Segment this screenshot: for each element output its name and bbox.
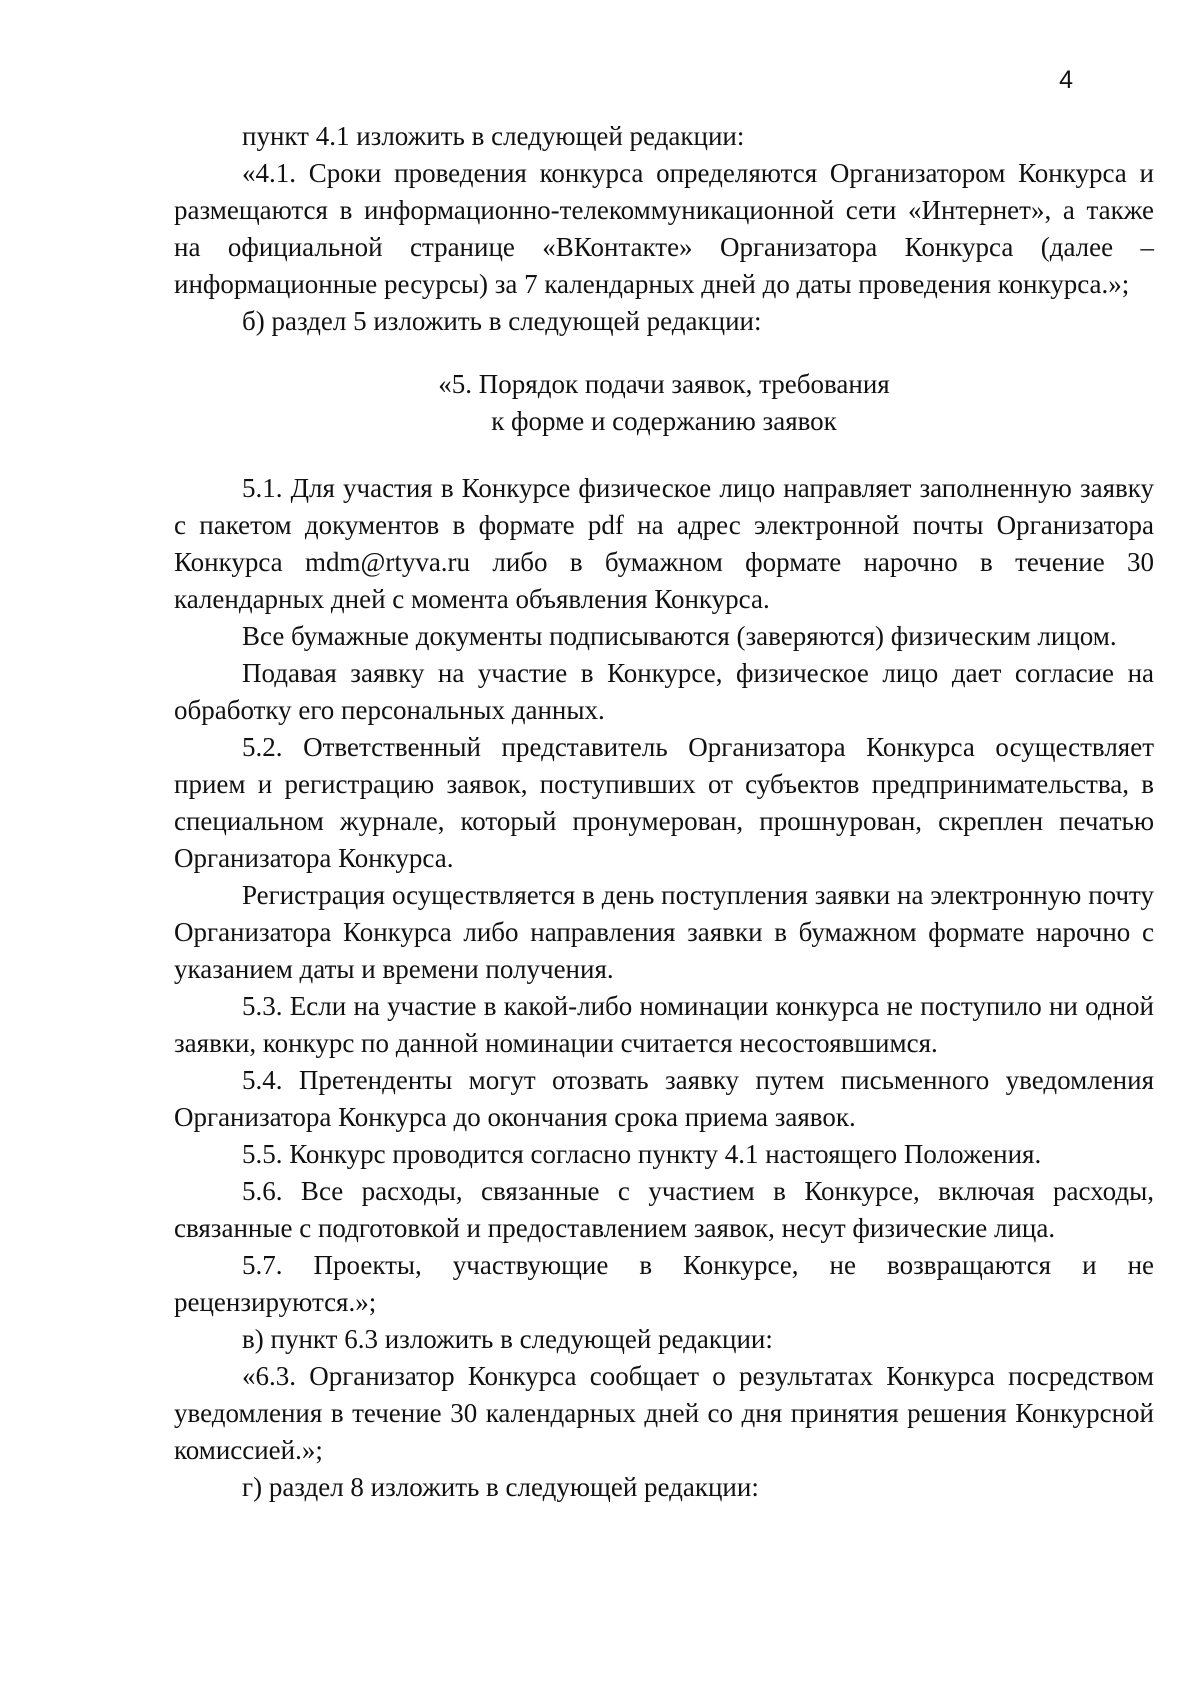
paragraph-5-4: 5.4. Претенденты могут отозвать заявку путем письменного уведомления Организатора Конкурса до окончания срока приема заявок. — [174, 1065, 1154, 1132]
paragraph-5-5: 5.5. Конкурс проводится согласно пункту 4.1 настоящего Положения. — [242, 1139, 1042, 1169]
paragraph-5-1-signature: Все бумажные документы подписываются (заверяются) физическим лицом. — [242, 621, 1117, 651]
paragraph-section-5-intro: б) раздел 5 изложить в следующей редакции: — [242, 306, 762, 336]
paragraph-5-7: 5.7. Проекты, участвующие в Конкурсе, не возвращаются и не рецензируются.»; — [174, 1250, 1154, 1317]
section-heading-line-1: «5. Порядок подачи заявок, требования — [438, 369, 890, 399]
paragraph-section-8-intro: г) раздел 8 изложить в следующей редакции: — [242, 1472, 759, 1502]
document-body — [174, 118, 1154, 1506]
page-number: 4 — [1059, 66, 1073, 94]
paragraph-5-1-consent: Подавая заявку на участие в Конкурсе, физическое лицо дает согласие на обработку его персональных данных. — [174, 658, 1154, 725]
paragraph-5-2: 5.2. Ответственный представитель Организатора Конкурса осуществляет прием и регистрацию заявок, поступивших от субъектов предпринимательства, в специальном журнале, который пронумерован, прошнурован, скреплен печатью Организатора Конкурса. — [174, 732, 1154, 873]
paragraph-6-3-text: «6.3. Организатор Конкурса сообщает о результатах Конкурса посредством уведомления в течение 30 календарных дней со дня принятия решения Конкурсной комиссией.»; — [174, 1361, 1154, 1465]
paragraph-5-6: 5.6. Все расходы, связанные с участием в Конкурсе, включая расходы, связанные с подготовкой и предоставлением заявок, несут физические лица. — [174, 1176, 1154, 1243]
paragraph-5-2-registration: Регистрация осуществляется в день поступления заявки на электронную почту Организатора Конкурса либо направления заявки в бумажном формате нарочно с указанием даты и времени получения. — [174, 880, 1154, 984]
paragraph-6-3-intro: в) пункт 6.3 изложить в следующей редакции: — [242, 1324, 773, 1354]
paragraph-5-1: 5.1. Для участия в Конкурсе физическое лицо направляет заполненную заявку с пакетом документов в формате pdf на адрес электронной почты Организатора Конкурса mdm@rtyva.ru либо в бумажном формате нарочно в течение 30 календарных дней с момента объявления Конкурса. — [174, 473, 1154, 614]
section-heading-line-2: к форме и содержанию заявок — [491, 406, 837, 436]
paragraph-item-4-1-text: «4.1. Сроки проведения конкурса определяются Организатором Конкурса и размещаются в информационно-телекоммуникационной сети «Интернет», а также на официальной странице «ВКонтакте» Организатора Конкурса (далее – информационные ресурсы) за 7 календарных дней до даты проведения конкурса.»; — [174, 158, 1154, 299]
section-5-heading — [174, 366, 1154, 440]
paragraph-item-4-1-intro: пункт 4.1 изложить в следующей редакции: — [242, 121, 745, 151]
paragraph-5-3: 5.3. Если на участие в какой-либо номинации конкурса не поступило ни одной заявки, конкурс по данной номинации считается несостоявшимся. — [174, 991, 1154, 1058]
